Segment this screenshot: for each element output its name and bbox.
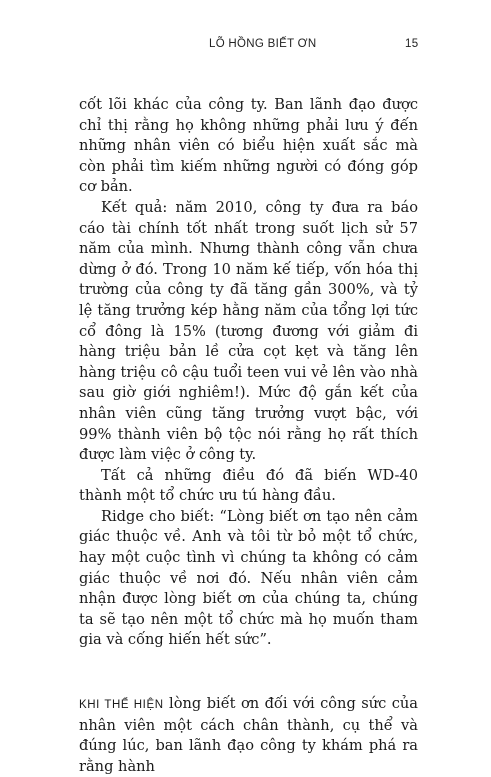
paragraph-results: Kết quả: năm 2010, công ty đưa ra báo cáo tài chính tốt nhất trong suốt lịch sử 57 năm của mình. Nhưng thành công vẫn chưa dừng ở đó. Trong 10 năm kế tiếp, vốn hóa thị trường của công ty đã tăng gần 300%, và tỷ lệ tăng trưởng kép hằng năm của tổng lợi tức cổ đông là 15% (tương đương với giảm đi hàng triệu bản lề cửa cọt kẹt và tăng lên hàng triệu cô cậu tuổi teen vui vẻ lên vào nhà sau giờ giới nghiêm!). Mức độ gắn kết của nhân viên cũng tăng trưởng vượt bậc, với 99% thành viên bộ tộc nói rằng họ rất thích được làm việc ở công ty. [79,198,418,464]
section-break [79,651,418,694]
section-text: lòng biết ơn đối với công sức của nhân viên một cách chân thành, cụ thể và đúng lúc, ban lãnh đạo công ty khám phá ra rằng hành [79,695,419,775]
paragraph-elite-organization: Tất cả những điều đó đã biến WD-40 thành một tổ chức ưu tú hàng đầu. [79,466,418,505]
running-title: LÕ HỒNG BIẾT ƠN [209,38,317,50]
body-text [79,95,418,777]
paragraph-section-start [79,694,418,777]
section-lead-in: KHI THỂ HIỆN [79,699,164,712]
paragraph-continuation: cốt lõi khác của công ty. Ban lãnh đạo được chỉ thị rằng họ không những phải lưu ý đến những nhân viên có biểu hiện xuất sắc mà còn phải tìm kiếm những người có đóng góp cơ bản. [79,96,418,196]
paragraph-ridge-quote: Ridge cho biết: “Lòng biết ơn tạo nên cảm giác thuộc về. Anh và tôi từ bỏ một tổ chức, hay một cuộc tình vì chúng ta không có cảm giác thuộc về nơi đó. Nếu nhân viên cảm nhận được lòng biết ơn của chúng ta, chúng ta sẽ tạo nên một tổ chức mà họ muốn tham gia và cống hiến hết sức”. [79,507,418,649]
page-number: 15 [405,38,419,50]
running-header [0,38,491,54]
